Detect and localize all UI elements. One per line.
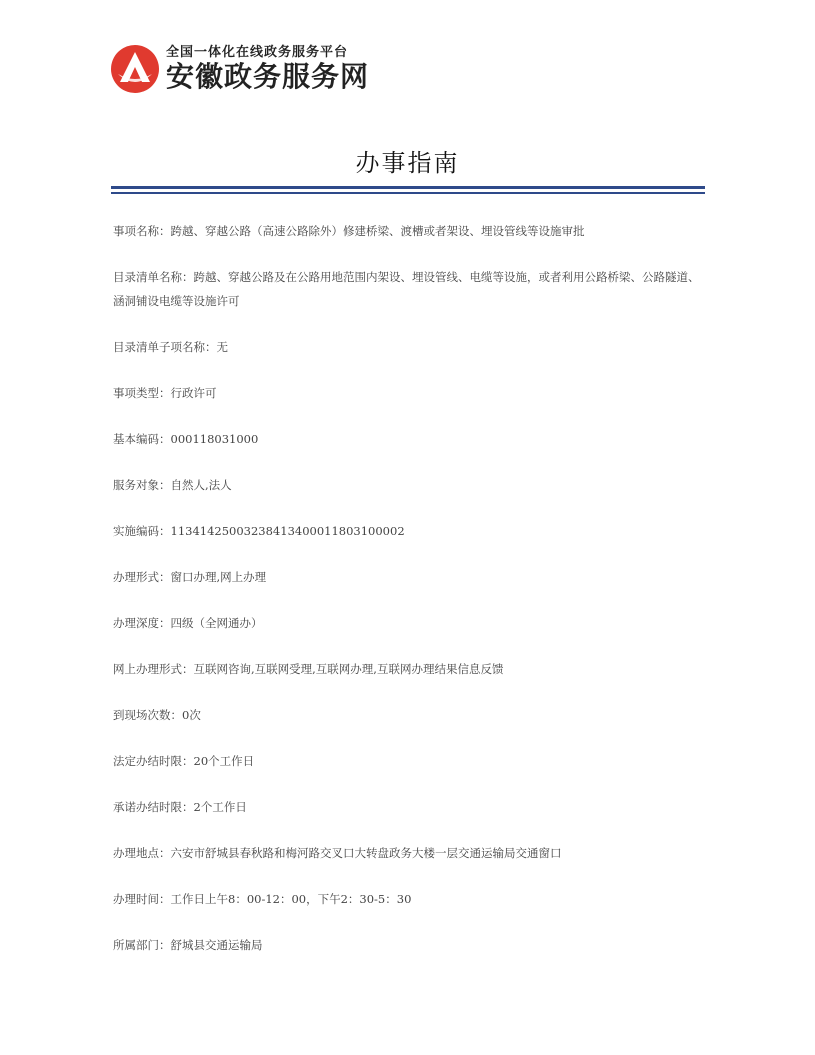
site-header — [110, 44, 369, 94]
field-value: 行政许可 — [170, 386, 217, 400]
field-value: 窗口办理,网上办理 — [170, 570, 267, 584]
field-value: 六安市舒城县春秋路和梅河路交叉口大转盘政务大楼一层交通运输局交通窗口 — [170, 846, 562, 860]
field-handling-depth — [113, 611, 703, 635]
field-value: 工作日上午8：00-12：00，下午2：30-5：30 — [170, 892, 412, 906]
field-label: 法定办结时限： — [113, 754, 194, 768]
field-label: 承诺办结时限： — [113, 800, 194, 814]
field-value: 0次 — [182, 708, 201, 722]
field-label: 办理时间： — [113, 892, 171, 906]
field-office-hours — [113, 887, 703, 911]
field-label: 到现场次数： — [113, 708, 182, 722]
field-item-type — [113, 381, 703, 405]
field-onsite-visits — [113, 703, 703, 727]
field-value: 四级（全网通办） — [170, 616, 263, 630]
title-divider-thick — [111, 186, 705, 189]
field-value: 跨越、穿越公路（高速公路除外）修建桥梁、渡槽或者架设、埋设管线等设施审批 — [170, 224, 585, 238]
field-label: 所属部门： — [113, 938, 171, 952]
field-location — [113, 841, 703, 865]
field-service-target — [113, 473, 703, 497]
field-basic-code — [113, 427, 703, 451]
brand-site-name: 安徽政务服务网 — [166, 60, 370, 93]
brand-tagline: 全国一体化在线政务服务平台 — [166, 45, 349, 60]
field-handling-form — [113, 565, 703, 589]
field-catalog-subitem — [113, 335, 703, 359]
field-label: 办理深度： — [113, 616, 171, 630]
field-label: 网上办理形式： — [113, 662, 194, 676]
field-value: 000118031000 — [170, 432, 259, 446]
field-catalog-name — [113, 265, 703, 313]
field-online-form — [113, 657, 703, 681]
field-department — [113, 933, 703, 957]
field-item-name — [113, 219, 703, 243]
field-label: 事项名称： — [113, 224, 171, 238]
field-value: 舒城县交通运输局 — [170, 938, 263, 952]
anhui-gov-logo-icon — [110, 44, 160, 94]
brand-text — [166, 45, 369, 93]
field-value: 无 — [216, 340, 228, 354]
field-label: 基本编码： — [113, 432, 171, 446]
field-legal-time-limit — [113, 749, 703, 773]
field-promised-time-limit — [113, 795, 703, 819]
field-label: 实施编码： — [113, 524, 171, 538]
field-implementation-code — [113, 519, 703, 543]
field-value: 2个工作日 — [193, 800, 247, 814]
field-value: 自然人,法人 — [170, 478, 232, 492]
guide-fields — [113, 219, 703, 979]
page-title: 办事指南 — [355, 149, 460, 177]
field-value: 11341425003238413400011803100002 — [170, 524, 405, 538]
field-label: 服务对象： — [113, 478, 171, 492]
field-value: 互联网咨询,互联网受理,互联网办理,互联网办理结果信息反馈 — [193, 662, 504, 676]
field-label: 办理形式： — [113, 570, 171, 584]
field-value: 跨越、穿越公路及在公路用地范围内架设、埋设管线、电缆等设施，或者利用公路桥梁、公路隧道、涵洞铺设电缆等设施许可 — [113, 270, 700, 308]
field-value: 20个工作日 — [193, 754, 255, 768]
field-label: 目录清单名称： — [113, 270, 194, 284]
field-label: 办理地点： — [113, 846, 171, 860]
field-label: 事项类型： — [113, 386, 171, 400]
title-divider-thin — [111, 192, 705, 194]
field-label: 目录清单子项名称： — [113, 340, 217, 354]
